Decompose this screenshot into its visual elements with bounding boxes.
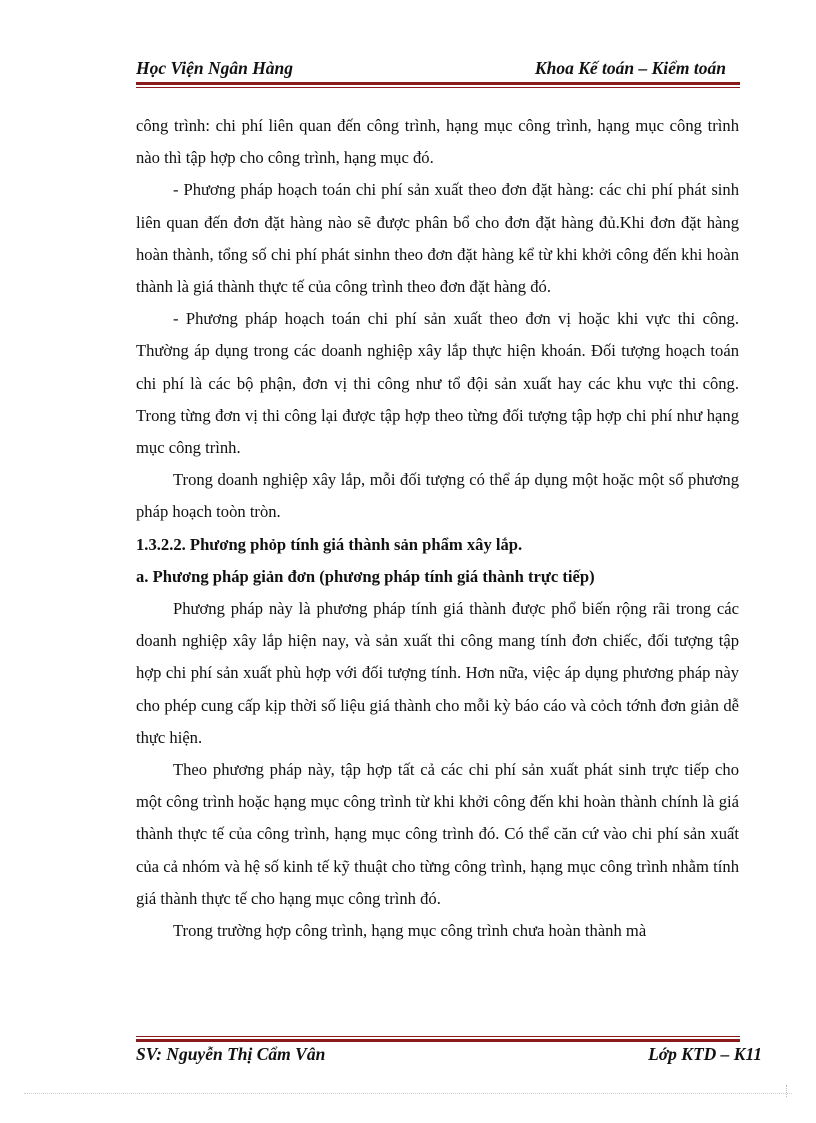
footer-rule-thick xyxy=(136,1039,740,1042)
subsection-heading: a. Phương pháp giản đơn (phương pháp tính giá thành trực tiếp) xyxy=(136,566,595,586)
header-rule-thick xyxy=(136,82,740,85)
page-body xyxy=(136,110,739,947)
paragraph: Theo phương pháp này, tập hợp tất cả các chi phí sản xuất phát sinh trực tiếp cho một công trình hoặc hạng mục công trình từ khi khởi công đến khi hoàn thành chính là giá thành thực tế của công trình, hạng mục công trình đó. Có thể căn cứ vào chi phí sản xuất của cả nhóm và hệ số kinh tế kỹ thuật cho từng công trình, hạng mục công trình nhằm tính giá thành thực tế cho hạng mục công trình đó. xyxy=(136,760,739,908)
header-institution: Học Viện Ngân Hàng xyxy=(136,58,294,78)
section-heading: 1.3.2.2. Phương phỏp tính giá thành sản phẩm xây lắp. xyxy=(136,534,523,554)
page-footer xyxy=(136,1044,762,1068)
footer-rule-thin xyxy=(136,1036,740,1037)
page-boundary-dotted-line xyxy=(24,1093,792,1094)
paragraph: công trình: chi phí liên quan đến công trình, hạng mục công trình, hạng mục công trình nào thì tập hợp cho công trình, hạng mục đó. xyxy=(136,116,739,168)
paragraph: Phương pháp này là phương pháp tính giá thành được phổ biến rộng rãi trong các doanh nghiệp xây lắp hiện nay, và sản xuất thi công mang tính đơn chiếc, đối tượng tập hợp chi phí sản xuất phù hợp với đối tượng tính. Hơn nữa, việc áp dụng phương pháp này cho phép cung cấp kịp thời số liệu giá thành cho mỗi kỳ báo cáo và cỏch tớnh đơn giản dễ thực hiện. xyxy=(136,599,739,747)
paragraph: Trong doanh nghiệp xây lắp, mỗi đối tượng có thể áp dụng một hoặc một số phương pháp hoạch toòn tròn. xyxy=(136,470,739,522)
page-corner-mark xyxy=(786,1085,797,1097)
footer-class: Lớp KTD – K11 xyxy=(648,1044,762,1064)
header-rule-thin xyxy=(136,87,740,88)
paragraph: Trong trường hợp công trình, hạng mục công trình chưa hoàn thành mà xyxy=(173,921,647,941)
paragraph: - Phương pháp hoạch toán chi phí sản xuất theo đơn đặt hàng: các chi phí phát sinh liên quan đến đơn đặt hàng nào sẽ được phân bổ cho đơn đặt hàng đủ.Khi đơn đặt hàng hoàn thành, tổng số chi phí phát sinhn theo đơn đặt hàng kể từ khi khởi công đến khi hoàn thành là giá thành thực tế của công trình theo đơn đặt hàng đó. xyxy=(136,180,739,297)
paragraph: - Phương pháp hoạch toán chi phí sản xuất theo đơn vị hoặc khi vực thi công. Thường áp dụng trong các doanh nghiệp xây lắp thực hiện khoán. Đối tượng hoạch toán chi phí là các bộ phận, đơn vị thi công như tổ đội sản xuất hay các khu vực thi công. Trong từng đơn vị thi công lại được tập hợp theo từng đối tượng tập hợp chi phí như hạng mục công trình. xyxy=(136,309,739,458)
footer-student: SV: Nguyễn Thị Cẩm Vân xyxy=(136,1044,326,1064)
page-header xyxy=(136,58,740,82)
header-faculty: Khoa Kế toán – Kiểm toán xyxy=(534,58,726,78)
